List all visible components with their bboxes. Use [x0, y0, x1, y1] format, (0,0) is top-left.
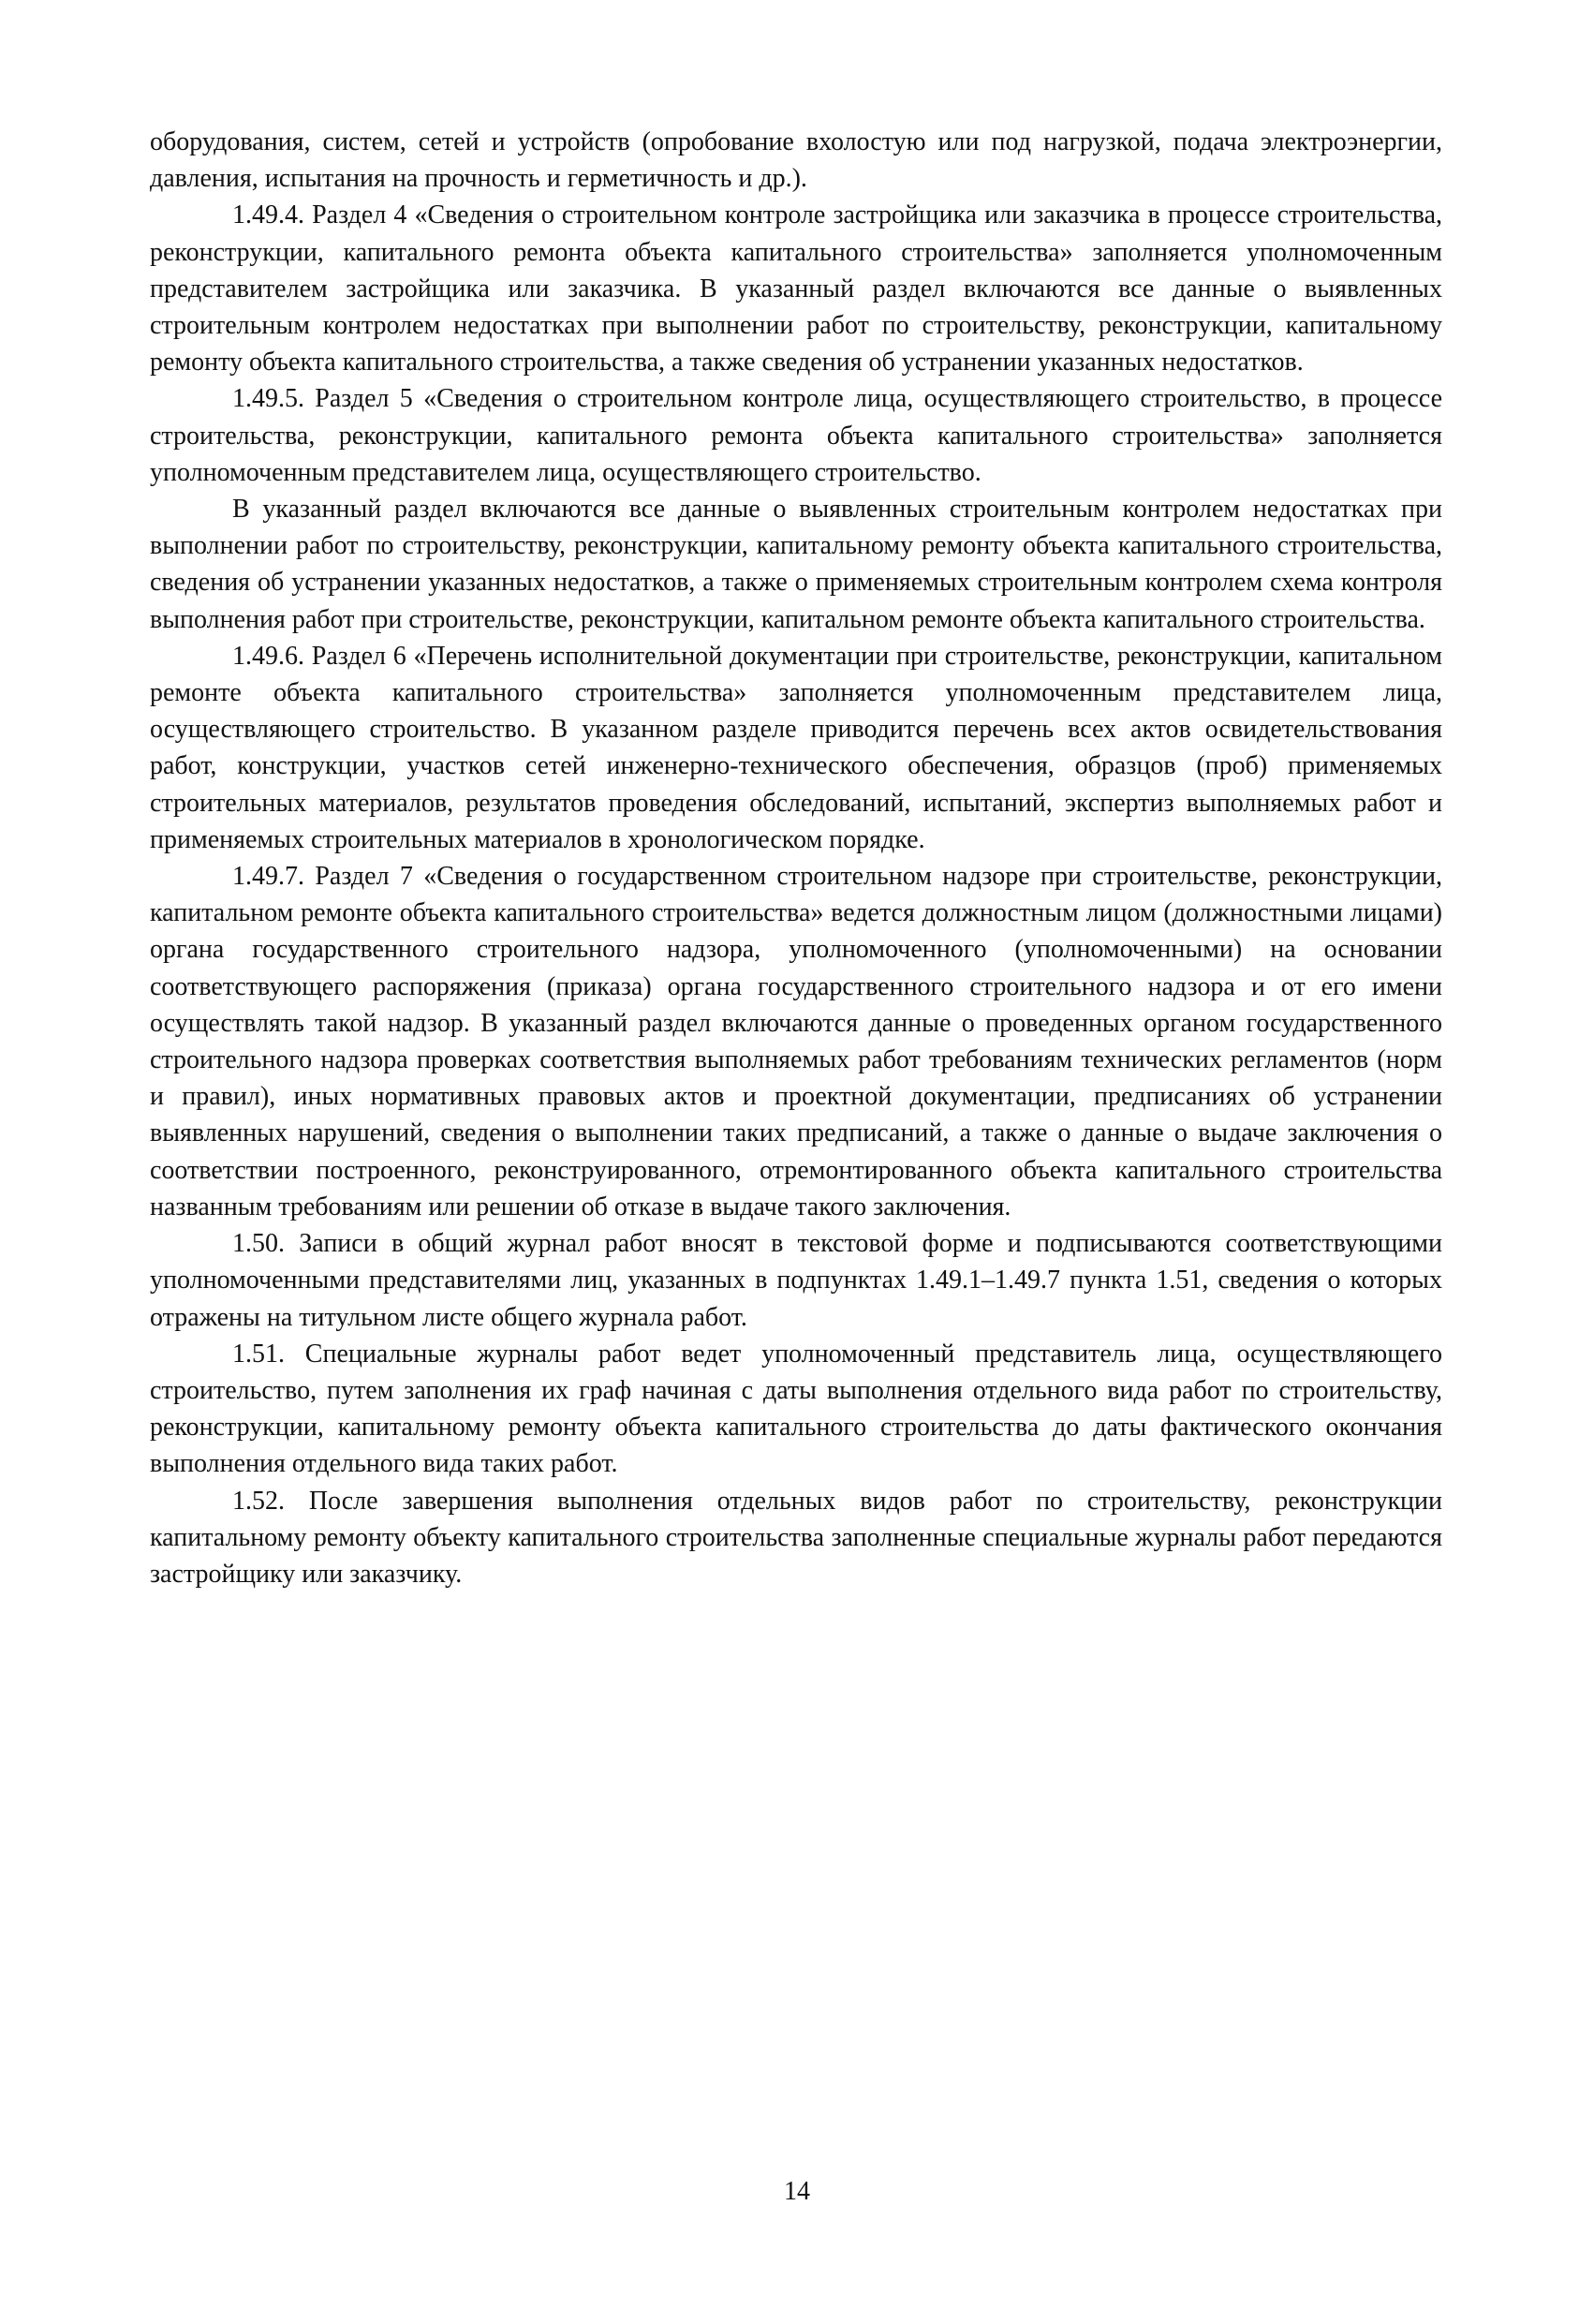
paragraph-1-51: 1.51. Специальные журналы работ ведет уполномоченный представитель лица, осуществляющего строительство, путем заполнения их граф начиная с даты выполнения отдельного вида работ по строительству, реконструкции, капитальному ремонту объекта капитального строительства до даты фактического окончания выполнения отдельного вида таких работ. — [150, 1339, 1442, 1479]
paragraph-1-49-5-details: В указанный раздел включаются все данные о выявленных строительным контролем недостатках при выполнении работ по строительству, реконструкции, капитальному ремонту объекта капитального строительства, сведения об устранении указанных недостатков, а также о применяемых строительным контролем схема контроля выполнения работ при строительстве, реконструкции, капитальном ремонте объекта капитального строительства. — [150, 495, 1442, 634]
page-number: 14 — [784, 2177, 810, 2206]
paragraph-1-49-4: 1.49.4. Раздел 4 «Сведения о строительном контроле застройщика или заказчика в процессе строительства, реконструкции, капитального ремонта объекта капитального строительства» заполняется уполномоченным представителем застройщика или заказчика. В указанный раздел включаются все данные о выявленных строительным контролем недостатках при выполнении работ по строительству, реконструкции, капитальному ремонту объекта капитального строительства, а также сведения об устранении указанных недостатков. — [150, 200, 1442, 377]
paragraph-1-49-7: 1.49.7. Раздел 7 «Сведения о государственном строительном надзоре при строительстве, реконструкции, капитальном ремонте объекта капитального строительства» ведется должностным лицом (должностными лицами) органа государственного строительного надзора, уполномоченного (уполномоченными) на основании соответствующего распоряжения (приказа) органа государственного строительного надзора и от его имени осуществлять такой надзор. В указанный раздел включаются данные о проведенных органом государственного строительного надзора проверках соответствия выполняемых работ требованиям технических регламентов (норм и правил), иных нормативных правовых актов и проектной документации, предписаниях об устранении выявленных нарушений, сведения о выполнении таких предписаний, а также о данные о выдаче заключения о соответствии построенного, реконструированного, отремонтированного объекта капитального строительства названным требованиям или решении об отказе в выдаче такого заключения. — [150, 862, 1442, 1221]
paragraph-1-52: 1.52. После завершения выполнения отдельных видов работ по строительству, реконструкции капитальному ремонту объекту капитального строительства заполненные специальные журналы работ передаются застройщику или заказчику. — [150, 1486, 1442, 1589]
paragraph-1-49-6: 1.49.6. Раздел 6 «Перечень исполнительной документации при строительстве, реконструкции, капитальном ремонте объекта капитального строительства» заполняется уполномоченным представителем лица, осуществляющего строительство. В указанном разделе приводится перечень всех актов освидетельствования работ, конструкции, участков сетей инженерно-технического обеспечения, образцов (проб) применяемых строительных материалов, результатов проведения обследований, испытаний, экспертиз выполняемых работ и применяемых строительных материалов в хронологическом порядке. — [150, 641, 1442, 854]
document-body — [150, 124, 1442, 1592]
paragraph-1-49-5: 1.49.5. Раздел 5 «Сведения о строительном контроле лица, осуществляющего строительство, в процессе строительства, реконструкции, капитального ремонта объекта капитального строительства» заполняется уполномоченным представителем лица, осуществляющего строительство. — [150, 384, 1442, 487]
paragraph-1-50: 1.50. Записи в общий журнал работ вносят в текстовой форме и подписываются соответствующими уполномоченными представителями лиц, указанных в подпунктах 1.49.1–1.49.7 пункта 1.51, сведения о которых отражены на титульном листе общего журнала работ. — [150, 1229, 1442, 1332]
paragraph-continuation: оборудования, систем, сетей и устройств (опробование вхолостую или под нагрузкой, подача электроэнергии, давления, испытания на прочность и герметичность и др.). — [150, 127, 1442, 194]
